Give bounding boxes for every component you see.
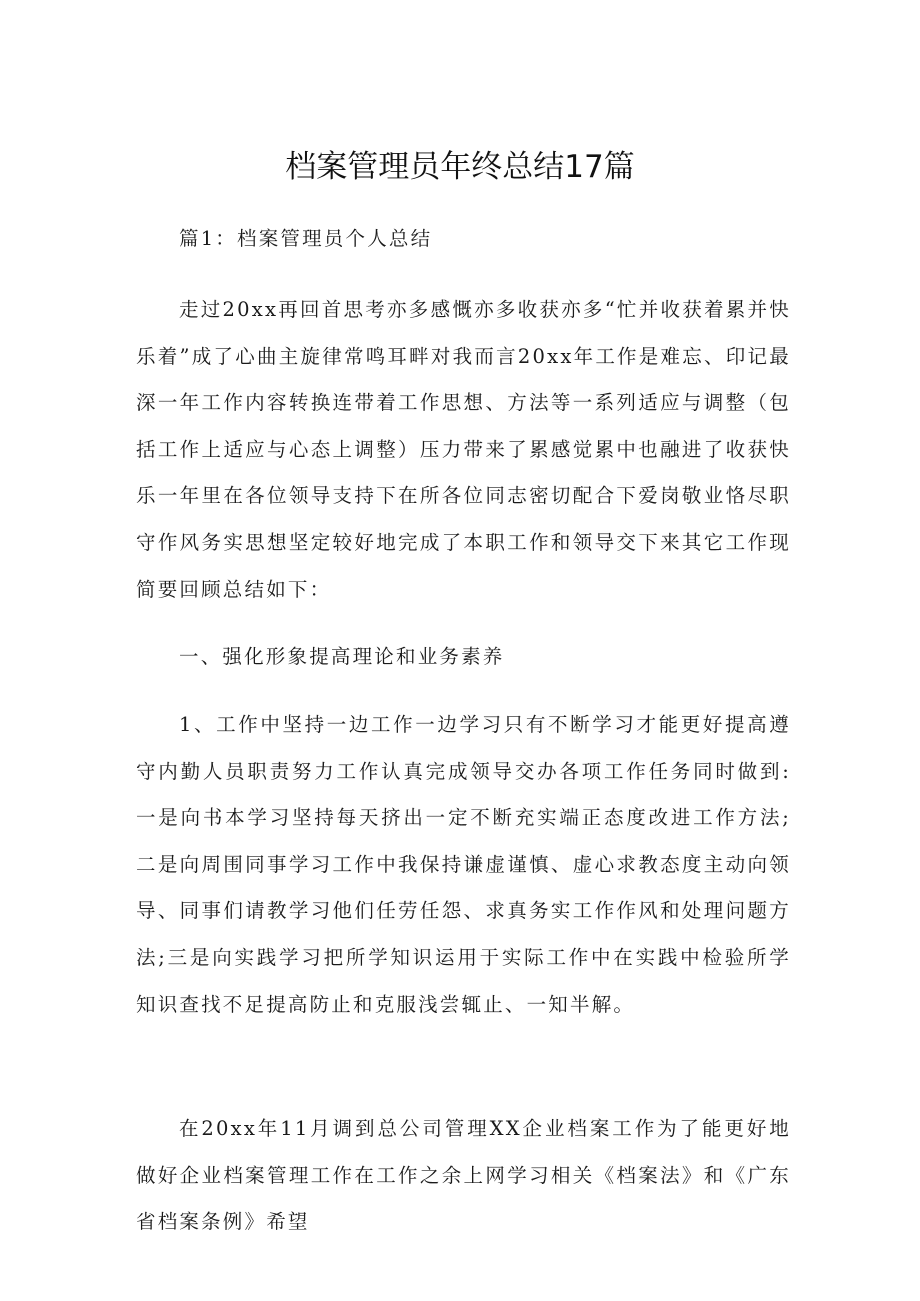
section-heading: 篇1：档案管理员个人总结	[179, 227, 433, 250]
paragraph-study: 1、工作中坚持一边工作一边学习只有不断学习才能更好提高遵守内勤人员职责努力工作认真完成领导交办各项工作任务同时做到:一是向书本学习坚持每天挤出一定不断充实端正态度改进工作方法;二是向周围同事学习工作中我保持谦虚谨慎、虚心求教态度主动向领导、同事们请教学习他们任劳任怨、求真务实工作作风和处理问题方法;三是向实践学习把所学知识运用于实际工作中在实践中检验所学知识查找不足提高防止和克服浅尝辄止、一知半解。	[136, 713, 791, 1016]
paragraph-archive-work: 在20xx年11月调到总公司管理XX企业档案工作为了能更好地做好企业档案管理工作在工作之余上网学习相关《档案法》和《广东省档案条例》希望	[136, 1117, 791, 1234]
paragraph-heading-one: 一、强化形象提高理论和业务素养	[179, 645, 505, 668]
document-title: 档案管理员年终总结17篇	[285, 149, 635, 185]
paragraph-intro: 走过20xx再回首思考亦多感慨亦多收获亦多“忙并收获着累并快乐着”成了心曲主旋律常鸣耳畔对我而言20xx年工作是难忘、印记最深一年工作内容转换连带着工作思想、方法等一系列适应与调整（包括工作上适应与心态上调整）压力带来了累感觉累中也融进了收获快乐一年里在各位领导支持下在所各位同志密切配合下爱岗敬业恪尽职守作风务实思想坚定较好地完成了本职工作和领导交下来其它工作现简要回顾总结如下：	[136, 298, 791, 601]
